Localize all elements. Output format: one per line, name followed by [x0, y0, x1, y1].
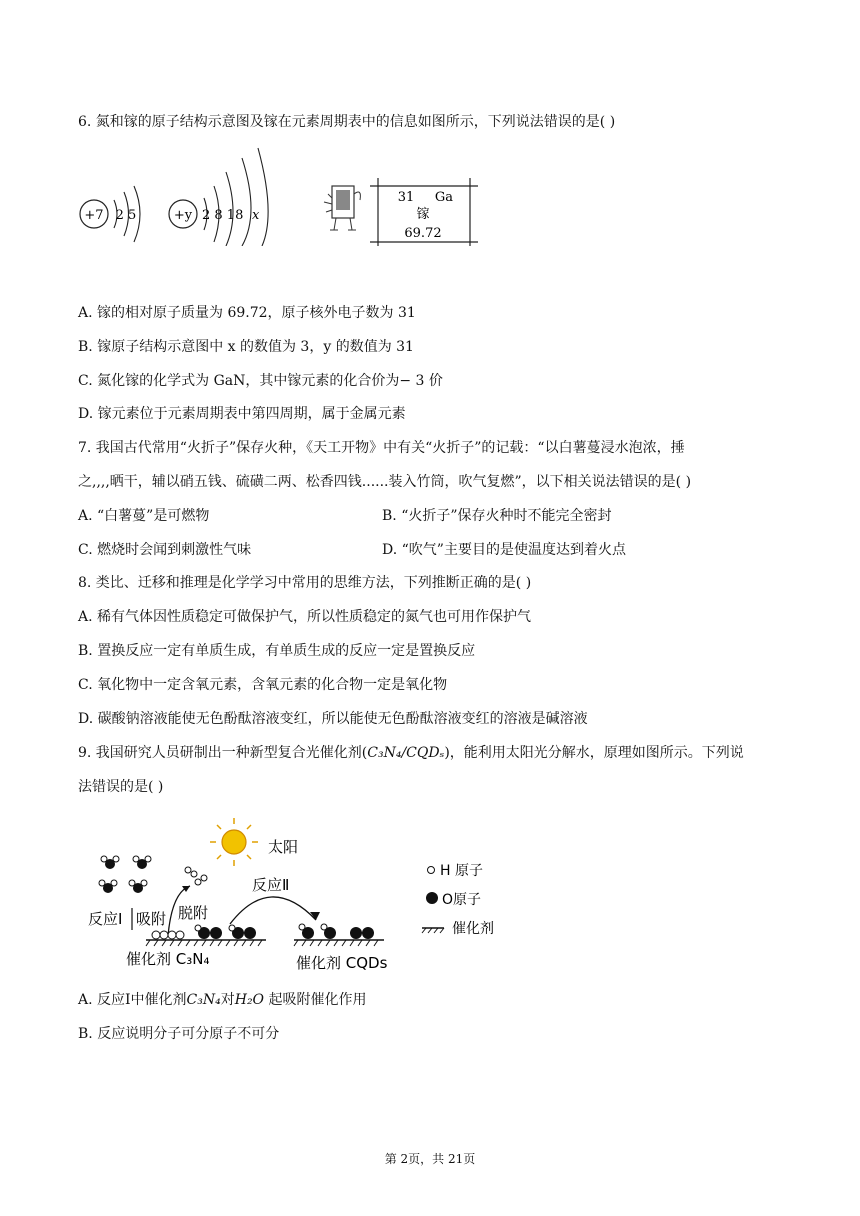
q8-option-a: A. 稀有气体因性质稳定可做保护气，所以性质稳定的氮气也可用作保护气	[78, 609, 532, 625]
q7-stem-line2: 之,,,,晒干，辅以硝五钱、硫磺二两、松香四钱......装入竹筒，吹气复燃”，以下相关说法错误的是( )	[78, 474, 692, 490]
q8-option-c: C. 氧化物中一定含氧元素，含氧元素的化合物一定是氧化物	[78, 677, 448, 693]
cartoon-figure-icon	[324, 186, 360, 230]
catalyst-surface-1	[146, 925, 266, 946]
q6-option-a: A. 镓的相对原子质量为 69.72，原子核外电子数为 31	[78, 305, 416, 321]
q6-stem: 6. 氮和镓的原子结构示意图及镓在元素周期表中的信息如图所示，下列说法错误的是( )	[78, 114, 616, 130]
ga-electrons-label: 2 8 18	[202, 208, 244, 223]
q9-stem-post: )，能利用太阳光分解水，原理如图所示。下列说	[444, 745, 744, 761]
sun-icon	[210, 818, 258, 866]
nitrogen-atom-diagram	[80, 186, 140, 242]
cell-name: 镓	[416, 207, 430, 222]
q6-option-b: B. 镓原子结构示意图中 x 的数值为 3，y 的数值为 31	[78, 339, 414, 355]
ga-nucleus-label: +y	[173, 208, 193, 223]
cell-number: 31	[397, 190, 415, 205]
q9-stem-pre: 9. 我国研究人员研制出一种新型复合光催化剂(	[78, 745, 368, 761]
catalyst-surface-2	[294, 924, 384, 946]
q6-option-c: C. 氮化镓的化学式为 GaN，其中镓元素的化合价为− 3 价	[78, 373, 443, 389]
adsorb-label: 吸附	[136, 910, 167, 928]
sun-label: 太阳	[268, 838, 299, 856]
q8-stem: 8. 类比、迁移和推理是化学学习中常用的思维方法，下列推断正确的是( )	[78, 575, 532, 591]
q9-stem-line2: 法错误的是( )	[78, 779, 164, 795]
periodic-table-cell	[370, 178, 478, 246]
q9-photocatalysis-figure	[80, 812, 510, 982]
n-nucleus-label: +7	[84, 208, 104, 223]
legend-h-label: H 原子	[440, 863, 483, 879]
q9-option-a-post: 起吸附催化作用	[264, 992, 367, 1008]
q9-stem-line1	[78, 743, 744, 763]
q9-option-a-pre: A. 反应Ⅰ中催化剂	[78, 992, 187, 1008]
q7-option-d: D. “吹气”主要目的是使温度达到着火点	[382, 542, 626, 558]
reaction1-label: 反应Ⅰ	[88, 910, 123, 928]
q7-option-b: B. “火折子”保存火种时不能完全密封	[382, 508, 612, 524]
q8-option-d: D. 碳酸钠溶液能使无色酚酞溶液变红，所以能使无色酚酞溶液变红的溶液是碱溶液	[78, 711, 588, 727]
q9-option-a-formula2: H₂O	[234, 992, 265, 1008]
water-molecules	[99, 856, 151, 893]
q7-option-c: C. 燃烧时会闻到刺激性气味	[78, 542, 252, 558]
legend-o-label: O原子	[442, 892, 482, 908]
cell-mass: 69.72	[404, 226, 442, 241]
q9-option-b: B. 反应说明分子可分原子不可分	[78, 1026, 280, 1042]
q6-atomic-structure-figure	[76, 146, 486, 246]
reaction2-label: 反应Ⅱ	[252, 876, 290, 894]
cell-symbol: Ga	[434, 190, 454, 205]
q6-option-d: D. 镓元素位于元素周期表中第四周期，属于金属元素	[78, 406, 406, 422]
legend-catalyst-label: 催化剂	[452, 921, 494, 937]
q8-option-b: B. 置换反应一定有单质生成，有单质生成的反应一定是置换反应	[78, 643, 476, 659]
q9-stem-formula: C₃N₄/CQDₛ	[367, 745, 445, 761]
ga-last-shell-label: x	[252, 208, 260, 223]
n-electrons-label: 2 5	[115, 208, 137, 223]
gallium-atom-diagram	[169, 148, 268, 246]
figure-legend	[422, 863, 494, 937]
q7-option-a: A. “白薯蔓”是可燃物	[78, 508, 210, 524]
q9-option-a-mid: 对	[220, 992, 235, 1008]
hydrogen-molecules	[185, 867, 207, 885]
desorb-label: 脱附	[178, 904, 209, 922]
catalyst2-label: 催化剂 CQDs	[296, 954, 388, 972]
catalyst1-label: 催化剂 C₃N₄	[126, 950, 210, 968]
q7-stem-line1: 7. 我国古代常用“火折子”保存火种，《天工开物》中有关“火折子”的记载：“以白薯蔓浸水泡浓，捶	[78, 440, 685, 456]
q9-option-a	[78, 990, 367, 1010]
page-footer: 第 2页，共 21页	[384, 1152, 476, 1166]
q9-option-a-formula1: C₃N₄	[186, 992, 221, 1008]
